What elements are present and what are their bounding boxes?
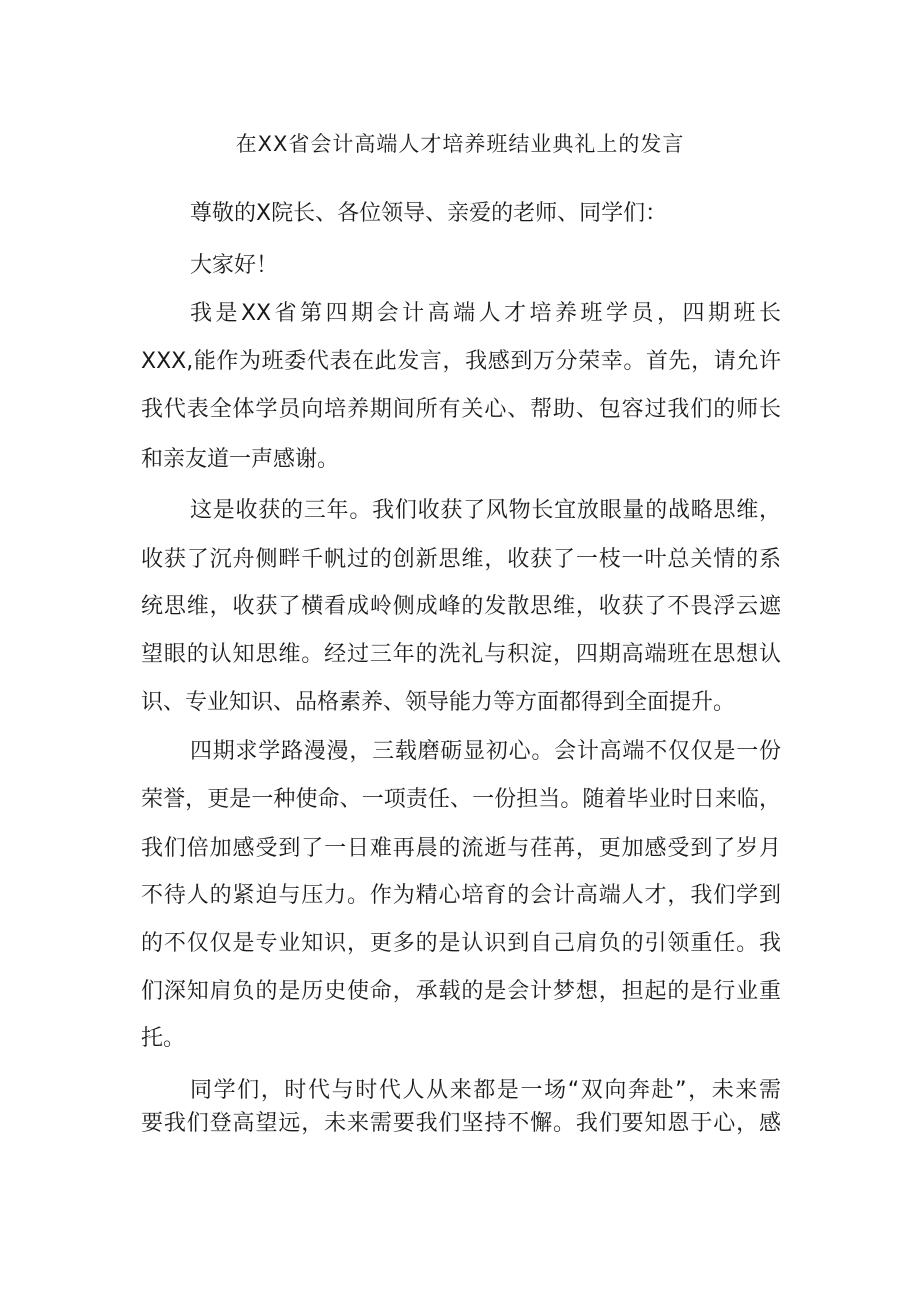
paragraph-line: XXX,能作为班委代表在此发言，我感到万分荣幸。首先，请允许 [141,349,781,374]
paragraph-line: 统思维，收获了横看成岭侧成峰的发散思维，收获了不畏浮云遮 [141,594,781,619]
paragraph-line: 我是XX省第四期会计高端人才培养班学员，四期班长 [190,301,781,326]
paragraph-line: 托。 [141,1026,186,1051]
paragraph-line: 同学们，时代与时代人从来都是一场“双向奔赴”，未来需 [190,1078,781,1103]
paragraph-line: 我代表全体学员向培养期间所有关心、帮助、包容过我们的师长 [141,397,781,422]
paragraph-line: 要我们登高望远，未来需要我们坚持不懈。我们要知恩于心，感 [141,1111,781,1136]
paragraph-line: 荣誉，更是一种使命、一项责任、一份担当。随着毕业时日来临， [141,787,781,812]
paragraph-line: 的不仅仅是专业知识，更多的是认识到自己肩负的引领重任。我 [141,931,781,956]
paragraph-line: 收获了沉舟侧畔千帆过的创新思维，收获了一枝一叶总关情的系 [141,547,781,572]
document-title: 在XX省会计高端人才培养班结业典礼上的发言 [235,132,685,156]
paragraph-line: 这是收获的三年。我们收获了风物长宜放眼量的战略思维， [190,498,781,523]
paragraph-line: 四期求学路漫漫，三载磨砺显初心。会计高端不仅仅是一份 [190,739,781,764]
paragraph-line: 不待人的紧迫与压力。作为精心培育的会计高端人才，我们学到 [141,883,781,908]
salutation: 尊敬的X院长、各位领导、亲爱的老师、同学们： [190,201,668,226]
paragraph-line: 我们倍加感受到了一日难再晨的流逝与荏苒，更加感受到了岁月 [141,836,781,861]
paragraph-line: 和亲友道一声感谢。 [141,447,340,472]
paragraph-line: 们深知肩负的是历史使命，承载的是会计梦想，担起的是行业重 [141,979,781,1004]
paragraph-line: 望眼的认知思维。经过三年的洗礼与积淀，四期高端班在思想认 [141,642,781,667]
greeting: 大家好！ [190,253,279,278]
paragraph-line: 识、专业知识、品格素养、领导能力等方面都得到全面提升。 [141,690,736,715]
